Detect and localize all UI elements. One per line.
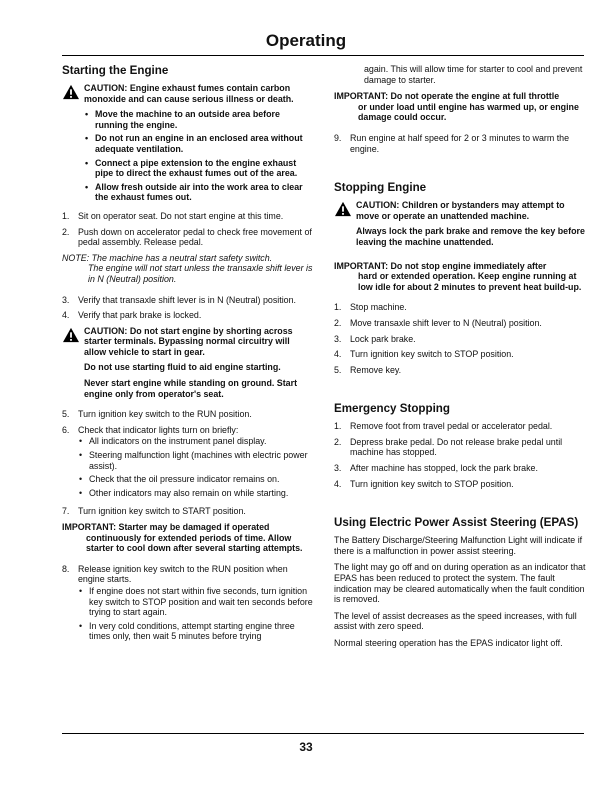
stop-step-3: 3. Lock park brake. xyxy=(334,333,416,344)
step-4: 4. Verify that park brake is locked. xyxy=(62,310,202,321)
emergency-step-1: 1. Remove foot from travel pedal or accelerator pedal. xyxy=(334,421,553,432)
note-neutral-start: NOTE: The machine has a neutral start safety switch. The engine will not start unless the transaxle shift lever is in N (Neutral) position. xyxy=(62,252,313,284)
step-7: 7. Turn ignition key switch to START position. xyxy=(62,506,246,517)
epas-paragraph: The level of assist decreases as the speed increases, with full assist with zero speed. xyxy=(334,610,577,632)
step-8-bullets xyxy=(78,586,314,642)
caution-text: CAUTION: Do not start engine by shorting across starter terminals. Bypassing normal circuitry will allow vehicle to start in gear. xyxy=(84,325,293,357)
stop-step-5: 5. Remove key. xyxy=(334,364,402,375)
list-item: • Other indicators may also remain on while starting. xyxy=(79,487,289,498)
step-3: 3. Verify that transaxle shift lever is in N (Neutral) position. xyxy=(62,294,297,305)
stop-step-4: 4. Turn ignition key switch to STOP position. xyxy=(334,349,514,360)
emergency-step-3: 3. After machine has stopped, lock the park brake. xyxy=(334,463,538,474)
page-number: 33 xyxy=(299,740,313,754)
section-heading-emergency: Emergency Stopping xyxy=(334,402,450,416)
caution-bystanders xyxy=(334,200,586,252)
stop-step-2: 2. Move transaxle shift lever to N (Neutral) position. xyxy=(334,317,542,328)
section-heading-starting: Starting the Engine xyxy=(62,64,169,77)
caution-text: CAUTION: Children or bystanders may attempt to move or operate an unattended machine. xyxy=(356,200,565,221)
important-stop-engine: IMPORTANT: Do not stop engine immediately after hard or extended operation. Keep engine running at low idle for about 2 minutes to prevent heat build-up. xyxy=(334,260,582,292)
list-item: • In very cold conditions, attempt starting engine three times only, then wait 5 minutes before trying xyxy=(79,620,295,642)
important-throttle: IMPORTANT: Do not operate the engine at full throttle or under load until engine has warmed up, or engine damage could occur. xyxy=(334,91,579,123)
emergency-step-4: 4. Turn ignition key switch to STOP position. xyxy=(334,478,514,489)
left-column xyxy=(62,64,314,650)
list-item: • Allow fresh outside air into the work area to clear the exhaust fumes out. xyxy=(85,181,303,203)
caution-starter-terminals xyxy=(62,326,314,405)
step-9: 9. Run engine at half speed for 2 or 3 minutes to warm the engine. xyxy=(334,132,570,154)
epas-paragraph: Normal steering operation has the EPAS indicator light off. xyxy=(334,638,563,648)
step-6: 6. Check that indicator lights turn on briefly: • All indicators on the instrument panel display. • Steering malfunction light (machines with electric power assist). • Check that the oil pressure indicator remains on. • Other indicators may also remain on while starting. xyxy=(62,425,314,502)
list-item: • All indicators on the instrument panel display. xyxy=(79,436,267,447)
step-2: 2. Push down on accelerator pedal to check free movement of pedal assembly. Release pedal. xyxy=(62,226,312,248)
continued-text: again. This will allow time for starter to cool and prevent damage to starter. xyxy=(364,64,583,85)
caution-text: CAUTION: Engine exhaust fumes contain carbon monoxide and can cause serious illness or death. xyxy=(84,83,294,104)
list-item: • Check that the oil pressure indicator remains on. xyxy=(79,474,280,485)
page-title: Operating xyxy=(265,31,347,50)
section-heading-epas: Using Electric Power Assist Steering (EPAS) xyxy=(334,516,579,530)
step-8: 8. Release ignition key switch to the RUN position when engine starts. • If engine does not start within five seconds, turn ignition key switch to STOP position and wait ten seconds before trying to start again. • In very cold conditions, attempt starting engine three times only, then wait 5 minutes before trying xyxy=(62,563,313,642)
stop-step-1: 1. Stop machine. xyxy=(334,302,407,313)
step-5: 5. Turn ignition key switch to the RUN position. xyxy=(62,409,252,420)
footer-rule xyxy=(62,733,584,734)
epas-paragraph: The Battery Discharge/Steering Malfunction Light will indicate if there is a malfunction in power assist steering. xyxy=(334,535,583,556)
right-column xyxy=(334,64,586,655)
caution-text: Always lock the park brake and remove the key before leaving the machine unattended. xyxy=(356,226,585,247)
caution-exhaust xyxy=(62,83,314,206)
list-item: • If engine does not start within five seconds, turn ignition key switch to STOP position and wait ten seconds before trying to start again. xyxy=(79,585,313,618)
header-rule xyxy=(62,55,584,56)
list-item: • Connect a pipe extension to the engine exhaust pipe to direct the exhaust fumes out of the area. xyxy=(85,157,298,179)
important-starter: IMPORTANT: Starter may be damaged if operated continuously for extended periods of time. Allow starter to cool down after several starting attempts. xyxy=(62,522,303,554)
caution-text: Never start engine while standing on ground. Start engine only from operator's seat. xyxy=(84,378,298,399)
warning-triangle-icon xyxy=(62,326,84,405)
epas-paragraph: The light may go off and on during operation as an indicator that EPAS has been reduced to protect the system. The fault indication may be cleared automatically when the fault condition is removed. xyxy=(334,562,586,605)
list-item: • Do not run an engine in an enclosed area without adequate ventilation. xyxy=(85,133,303,154)
list-item: • Steering malfunction light (machines with electric power assist). xyxy=(79,450,308,471)
step-6-bullets xyxy=(78,436,314,498)
section-heading-stopping: Stopping Engine xyxy=(334,181,427,195)
caution-text: Do not use starting fluid to aid engine starting. xyxy=(84,362,281,373)
list-item: • Move the machine to an outside area before running the engine. xyxy=(85,109,280,130)
step-1: 1. Sit on operator seat. Do not start engine at this time. xyxy=(62,210,284,221)
warning-triangle-icon xyxy=(334,200,356,252)
caution-bullets xyxy=(84,109,314,203)
warning-triangle-icon xyxy=(62,83,84,206)
emergency-step-2: 2. Depress brake pedal. Do not release brake pedal until machine has stopped. xyxy=(334,436,563,458)
